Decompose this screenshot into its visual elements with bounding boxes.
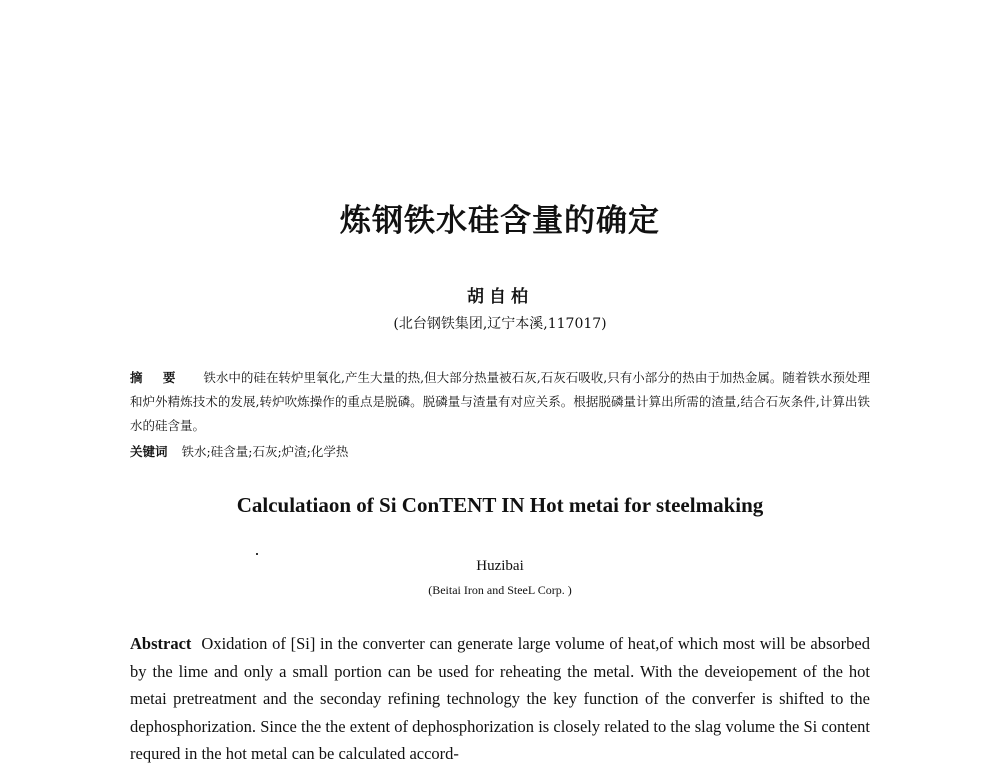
english-abstract [130, 630, 870, 768]
english-abstract-label: Abstract [130, 634, 192, 653]
chinese-abstract-text: 铁水中的硅在转炉里氧化,产生大量的热,但大部分热量被石灰,石灰石吸收,只有小部分的热由于加热金属。随着铁水预处理和炉外精炼技术的发展,转炉吹炼操作的重点是脱磷。脱磷量与渣量有对应关系。根据脱磷量计算出所需的渣量,结合石灰条件,计算出铁水的硅含量。 [130, 370, 870, 433]
scan-speck [256, 553, 258, 555]
chinese-keywords-label: 关键词 [130, 444, 168, 459]
english-author: Huzibai [476, 558, 524, 574]
chinese-keywords [130, 440, 870, 464]
chinese-affiliation: (北台钢铁集团,辽宁本溪,117017) [393, 316, 607, 332]
chinese-abstract [130, 366, 870, 438]
chinese-abstract-label: 摘 要 [130, 370, 184, 385]
english-abstract-text: Oxidation of [Si] in the converter can generate large volume of heat,of which most will be absorbed by the lime and only a small portion can be used for reheating the metal. With the deveiopement of the hot metai pretreatment and the seconday refining technology the key function of the converfer is shifted to the dephosphorization. Since the the extent of dephosphorization is closely related to the slag volume the Si content requred in the hot metal can be calculated accord- [130, 634, 870, 763]
chinese-keywords-text: 铁水;硅含量;石灰;炉渣;化学热 [181, 444, 349, 459]
english-affiliation: (Beitai Iron and SteeL Corp. ) [428, 583, 572, 597]
english-title: Calculatiaon of Si ConTENT IN Hot metai for steelmaking [236, 493, 764, 517]
chinese-title: 炼钢铁水硅含量的确定 [340, 203, 660, 239]
chinese-author: 胡自柏 [467, 287, 533, 307]
